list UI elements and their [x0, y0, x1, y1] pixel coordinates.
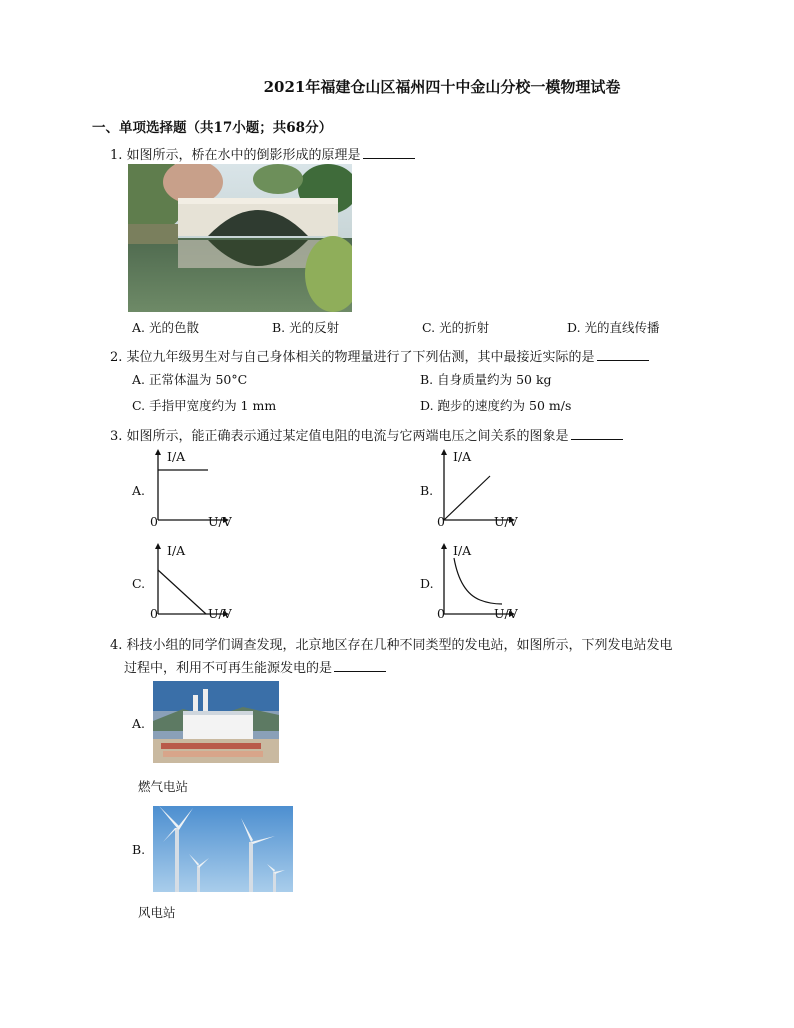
- graph-c-y-label: I/A: [167, 543, 186, 558]
- question-3-text: 3. 如图所示，能正确表示通过某定值电阻的电流与它两端电压之间关系的图象是: [110, 429, 569, 444]
- wind-power-station-photo[interactable]: [153, 806, 293, 892]
- graph-a-x-label: U/V: [208, 514, 232, 529]
- question-1-stem: [110, 144, 415, 163]
- answer-blank: [334, 659, 386, 672]
- q3-option-d-letter[interactable]: D.: [420, 576, 434, 591]
- section-heading: 一、单项选择题（共17小题；共68分）: [92, 120, 333, 136]
- answer-blank: [597, 348, 649, 361]
- q3-option-a-letter[interactable]: A.: [132, 483, 146, 498]
- q3-option-c-letter[interactable]: C.: [132, 576, 146, 591]
- question-3-stem: [110, 425, 623, 444]
- page-title: 2021年福建仓山区福州四十中金山分校一模物理试卷: [263, 78, 621, 96]
- question-4-text: 过程中，利用不可再生能源发电的是: [124, 661, 333, 676]
- graph-a-y-label: I/A: [167, 449, 186, 464]
- question-2-text: 2. 某位九年级男生对与自己身体相关的物理量进行了下列估测，其中最接近实际的是: [110, 350, 595, 365]
- q2-option-b[interactable]: B. 自身质量约为 50 kg: [420, 372, 552, 387]
- q2-option-a[interactable]: A. 正常体温为 50°C: [132, 372, 248, 387]
- bridge-photo: [128, 164, 352, 312]
- question-1-text: 1. 如图所示，桥在水中的倒影形成的原理是: [110, 148, 361, 163]
- graph-b-origin: 0: [437, 514, 445, 529]
- q4-option-a-caption: 燃气电站: [138, 779, 189, 794]
- graph-d-x-label: U/V: [494, 606, 518, 621]
- graph-c-origin: 0: [150, 606, 158, 621]
- q1-option-c[interactable]: C. 光的折射: [422, 320, 490, 335]
- q2-option-d[interactable]: D. 跑步的速度约为 50 m/s: [420, 398, 572, 413]
- graph-d-origin: 0: [437, 606, 445, 621]
- graph-b-y-label: I/A: [453, 449, 472, 464]
- q4-option-b-caption: 风电站: [138, 905, 176, 920]
- q3-option-b-letter[interactable]: B.: [420, 483, 434, 498]
- q1-option-a[interactable]: A. 光的色散: [132, 320, 199, 335]
- question-4-stem-line2: [124, 657, 386, 676]
- q1-option-b[interactable]: B. 光的反射: [272, 320, 340, 335]
- graph-a-origin: 0: [150, 514, 158, 529]
- graph-b-x-label: U/V: [494, 514, 518, 529]
- q1-option-d[interactable]: D. 光的直线传播: [567, 320, 660, 335]
- answer-blank: [571, 427, 623, 440]
- question-2-stem: [110, 346, 649, 365]
- graph-c-x-label: U/V: [208, 606, 232, 621]
- q4-option-b-letter[interactable]: B.: [132, 842, 146, 857]
- graph-d-y-label: I/A: [453, 543, 472, 558]
- answer-blank: [363, 146, 415, 159]
- question-4-stem-line1: 4. 科技小组的同学们调查发现，北京地区存在几种不同类型的发电站，如图所示，下列发电站发电: [110, 638, 673, 653]
- q4-option-a-letter[interactable]: A.: [132, 716, 146, 731]
- gas-power-station-photo[interactable]: [153, 681, 279, 763]
- q2-option-c[interactable]: C. 手指甲宽度约为 1 mm: [132, 398, 277, 413]
